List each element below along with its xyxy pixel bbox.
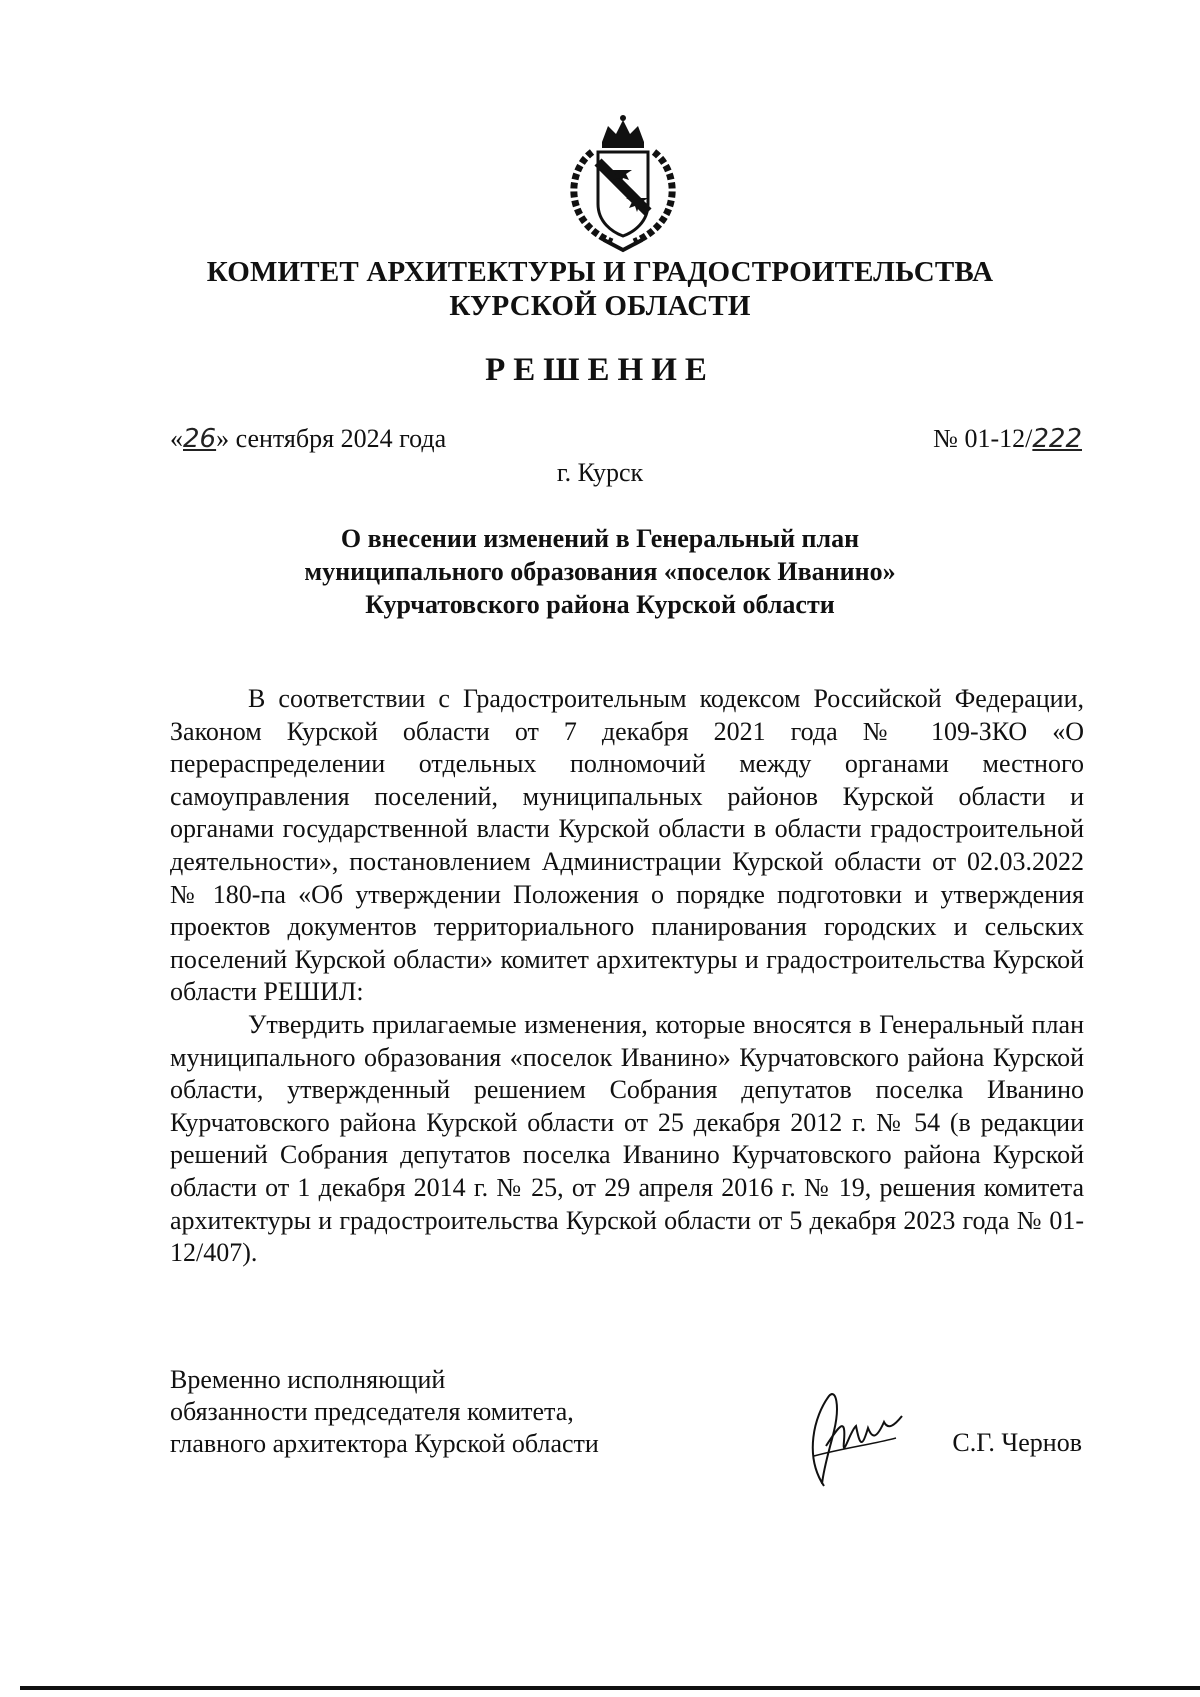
body-paragraph-2: Утвердить прилагаемые изменения, которые вносятся в Генеральный план муниципального образования «поселок Иванино» Курчатовского района Курской области, утвержденный решением Собрания депутатов поселка Иванино Курчатовского района Курской области от 25 декабря 2012 г. № 54 (в редакции решений Собрания депутатов поселка Иванино Курчатовского района Курской области от 1 декабря 2014 г. № 25, от 29 апреля 2016 г. № 19, решения комитета архитектуры и градостроительства Курской области от 5 декабря 2023 года № 01-12/407). [170,1009,1084,1268]
document-subject [0,522,1200,621]
document-type-title: РЕШЕНИЕ [485,352,715,388]
subject-line3: Курчатовского района Курской области [365,590,835,619]
org-name-line1: КОМИТЕТ АРХИТЕКТУРЫ И ГРАДОСТРОИТЕЛЬСТВА [206,256,994,288]
document-date [170,424,446,454]
signer-name: С.Г. Чернов [952,1428,1082,1457]
handwritten-signature-icon [784,1386,914,1496]
date-rest: » сентября 2024 года [216,424,447,453]
bottom-divider [20,1686,1200,1690]
org-name-line2: КУРСКОЙ ОБЛАСТИ [449,290,751,322]
position-line2: обязанности председателя комитета, [170,1397,574,1426]
document-city: г. Курск [556,458,644,487]
document-body [170,683,1084,1270]
document-number [933,424,1082,454]
signatory-position [170,1364,599,1460]
position-line3: главного архитектора Курской области [170,1429,599,1458]
kursk-coat-of-arms-icon [552,112,694,254]
date-day-handwritten: 26 [183,424,217,454]
number-prefix: № 01-12/ [933,424,1033,453]
position-line1: Временно исполняющий [170,1365,446,1394]
date-open-quote: « [170,424,183,453]
body-paragraph-1: В соответствии с Градостроительным кодексом Российской Федерации, Законом Курской области от 7 декабря 2021 года № 109-ЗКО «О перераспределении отдельных полномочий между органами местного самоуправления поселений, муниципальных районов Курской области и органами государственной власти Курской области в области градостроительной деятельности», постановлением Администрации Курской области от 02.03.2022 № 180-па «Об утверждении Положения о порядке подготовки и утверждения проектов документов территориального планирования городских и сельских поселений Курской области» комитет архитектуры и градостроительства Курской области РЕШИЛ: [170,684,1084,1007]
subject-line1: О внесении изменений в Генеральный план [340,524,860,553]
subject-line2: муниципального образования «поселок Иванино» [304,557,896,586]
number-value-handwritten: 222 [1032,424,1082,454]
